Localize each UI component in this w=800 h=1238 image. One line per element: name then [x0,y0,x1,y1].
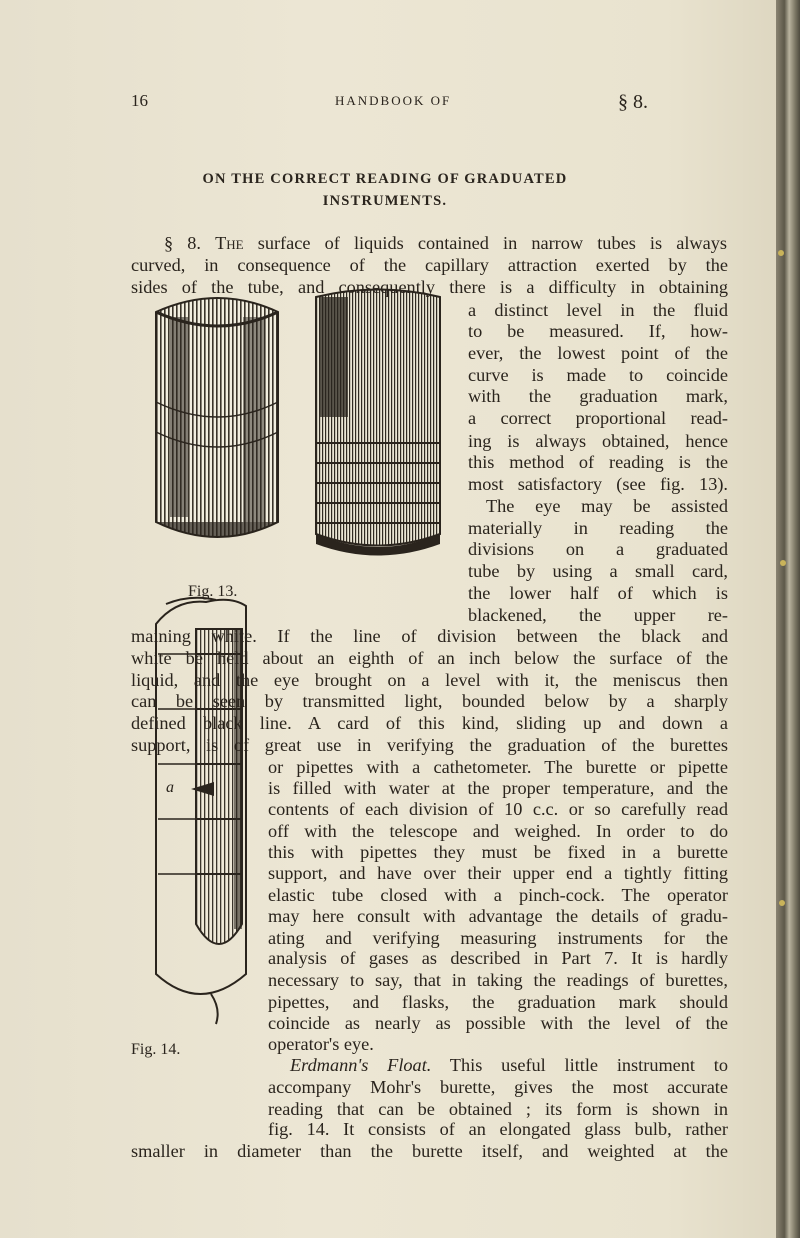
text-line: elastic tube closed with a pinch-cock. The operator [268,885,728,905]
text-line: materially in reading the [468,518,728,538]
page-header [0,91,785,115]
text-line: with the graduation mark, [468,386,728,406]
text-line: Erdmann's Float. This useful little instrument to [290,1055,729,1075]
text-line: sides of the tube, and consequently there is a difficulty in obtaining [131,277,728,297]
text-line: maining white. If the line of division between the black and [131,626,728,646]
fig13-right-tube [316,290,440,556]
text-line: liquid, and the eye brought on a level with it, the meniscus then [131,670,728,690]
book-binding-edge [776,0,800,1238]
text-line: a distinct level in the fluid [468,300,728,320]
text-line: contents of each division of 10 c.c. or so carefully read [268,799,728,819]
fig14-mark-a: a [166,779,174,796]
fig13-caption: Fig. 13. [188,583,238,600]
section-title-line-2: INSTRUMENTS. [322,193,448,209]
page-number: 16 [131,91,148,110]
text-line: fig. 14. It consists of an elongated glass bulb, rather [268,1119,728,1139]
text-line: support, and have over their upper end a tightly fitting [268,863,728,883]
text-line: this with pipettes they must be fixed in a burette [268,842,728,862]
text-line: the lower half of which is [468,583,728,603]
text-line: can be seen by transmitted light, bounded below by a sharply [131,691,728,711]
text-line: ating and verifying measuring instruments for the [268,928,728,948]
fig14-caption: Fig. 14. [131,1041,181,1058]
text-line: analysis of gases as described in Part 7. It is hardly [268,948,728,968]
text-line: off with the telescope and weighed. In order to do [268,821,728,841]
text-line: operator's eye. [268,1034,374,1054]
text-line: support, is of great use in verifying the graduation of the burettes [131,735,728,755]
small-caps-run: The [215,233,244,253]
text-line: blackened, the upper re- [468,605,728,625]
text-line: may here consult with advantage the details of gradu- [268,906,728,926]
text-line: ing is always obtained, hence [468,431,728,451]
text-line: pipettes, and flasks, the graduation mark should [268,992,728,1012]
text-line: divisions on a graduated [468,539,728,559]
text-line: accompany Mohr's burette, gives the most accurate [268,1077,728,1097]
fig13-left-tube [156,298,278,537]
text-line: necessary to say, that in taking the readings of burettes, [268,970,728,990]
text-line: defined black line. A card of this kind, sliding up and down a [131,713,728,733]
section-title-line-1: ON THE CORRECT READING OF GRADUATED [202,171,568,187]
text-line: reading that can be obtained ; its form is shown in [268,1099,728,1119]
fig13-tubes-illustration [148,282,448,572]
text-line: white be held about an eighth of an inch below the surface of the [131,648,728,668]
italic-run: Erdmann's Float. [290,1055,432,1075]
text-line: a correct proportional read- [468,408,728,428]
text-line: curved, in consequence of the capillary attraction exerted by the [131,255,728,275]
text-line: smaller in diameter than the burette itself, and weighted at the [131,1141,728,1161]
text-line: § 8. The surface of liquids contained in narrow tubes is always [164,233,728,253]
text-line: this method of reading is the [468,452,728,472]
section-mark: § 8. [618,91,648,113]
text-line: is filled with water at the proper temperature, and the [268,778,728,798]
text-line: coincide as nearly as possible with the level of the [268,1013,728,1033]
text-line: to be measured. If, how- [468,321,728,341]
text-line: curve is made to coincide [468,365,728,385]
text-line: ever, the lowest point of the [468,343,728,363]
running-head: HANDBOOK OF [335,93,452,108]
text-line: The eye may be assisted [486,496,728,516]
text-line: most satisfactory (see fig. 13). [468,474,728,494]
text-line: tube by using a small card, [468,561,728,581]
section-title [130,168,640,212]
text-line: or pipettes with a cathetometer. The burette or pipette [268,757,728,777]
